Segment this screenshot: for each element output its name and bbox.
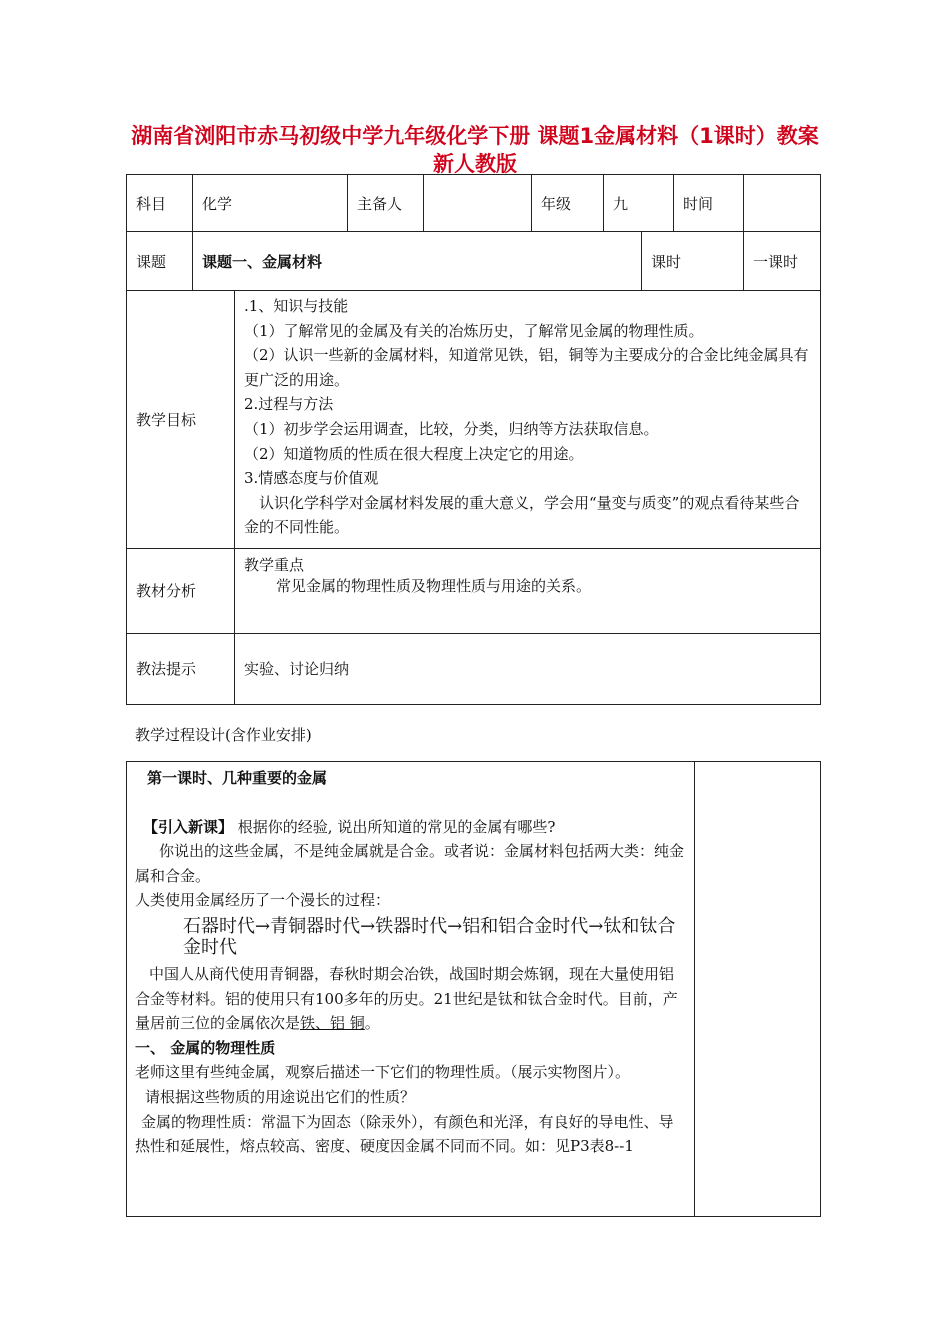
- paragraph: 金属的物理性质：常温下为固态（除汞外），有颜色和光泽，有良好的导电性、导热性和延展性，熔点较高、密度、硬度因金属不同而不同。如：见P3表8--1: [135, 1112, 674, 1156]
- analysis-label: 教材分析: [127, 548, 235, 633]
- intro-question: 根据你的经验, 说出所知道的常见的金属有哪些?: [237, 817, 556, 836]
- goal-line: （2）知道物质的性质在很大程度上决定它的用途。: [244, 444, 584, 463]
- goal-line: 3.情感态度与价值观: [244, 469, 379, 488]
- goal-line: 认识化学科学对金属材料发展的重大意义，学会用“量变与质变”的观点看待某些合金的不同性能。: [244, 493, 800, 537]
- method-value: 实验、讨论归纳: [235, 633, 821, 704]
- preparer-label: 主备人: [348, 175, 424, 232]
- method-label: 教法提示: [127, 633, 235, 704]
- lesson-info-table: [126, 174, 821, 705]
- goal-line: 2.过程与方法: [244, 395, 334, 414]
- process-caption: 教学过程设计(含作业安排): [135, 726, 312, 744]
- analysis-heading: 教学重点: [244, 555, 305, 574]
- topic-value: 课题一、金属材料: [193, 232, 642, 291]
- goal-line: .1、知识与技能: [244, 297, 349, 315]
- topic-label: 课题: [127, 232, 193, 291]
- process-table: [126, 761, 821, 1217]
- subject-value: 化学: [193, 175, 348, 232]
- paragraph: 请根据这些物质的用途说出它们的性质？: [145, 1087, 416, 1106]
- paragraph: 老师这里有些纯金属，观察后描述一下它们的物理性质。（展示实物图片）。: [135, 1063, 631, 1082]
- subject-label: 科目: [127, 175, 193, 232]
- lesson-heading: 第一课时、几种重要的金属: [147, 769, 328, 787]
- paragraph: 人类使用金属经历了一个漫长的过程：: [135, 891, 391, 910]
- analysis-text: 常见金属的物理性质及物理性质与用途的关系。: [276, 576, 592, 595]
- metal-ages: 石器时代→青铜器时代→铁器时代→铝和铝合金时代→钛和钛合金时代: [183, 915, 676, 958]
- paragraph: 你说出的这些金属，不是纯金属就是合金。或者说：金属材料包括两大类：纯金属和合金。: [135, 842, 685, 885]
- time-value: [744, 175, 821, 232]
- goal-line: （2）认识一些新的金属材料，知道常见铁，铝，铜等为主要成分的合金比纯金属具有更广泛的用途。: [244, 346, 809, 389]
- grade-value: 九: [604, 175, 674, 232]
- top-metals: 铁、铝 铜: [300, 1014, 365, 1033]
- preparer-value: [424, 175, 532, 232]
- grade-label: 年级: [532, 175, 604, 232]
- section-heading: 一、 金属的物理性质: [135, 1038, 276, 1057]
- notes-column: [695, 762, 821, 1217]
- analysis-content: [235, 548, 821, 633]
- teaching-goals: [235, 291, 821, 549]
- process-content: [127, 762, 695, 1217]
- document-title: 湖南省浏阳市赤马初级中学九年级化学下册 课题1金属材料（1课时）教案 新人教版: [131, 124, 819, 176]
- goal-line: （1）初步学会运用调查，比较，分类，归纳等方法获取信息。: [244, 419, 659, 438]
- goal-line: （1）了解常见的金属及有关的冶炼历史，了解常见金属的物理性质。: [244, 321, 704, 340]
- time-label: 时间: [674, 175, 744, 232]
- history-paragraph: 中国人从商代使用青铜器，春秋时期会冶铁，战国时期会炼钢，现在大量使用铝合金等材料。铝的使用只有100多年的历史。21世纪是钛和钛合金时代。目前，产量居前三位的金属依次是铁、铝 铜。: [135, 964, 678, 1033]
- intro-tag: 【引入新课】: [143, 817, 234, 836]
- period-value: 一课时: [744, 232, 821, 291]
- intro-paragraph: [135, 815, 688, 840]
- goals-label: 教学目标: [127, 291, 235, 549]
- period-label: 课时: [642, 232, 744, 291]
